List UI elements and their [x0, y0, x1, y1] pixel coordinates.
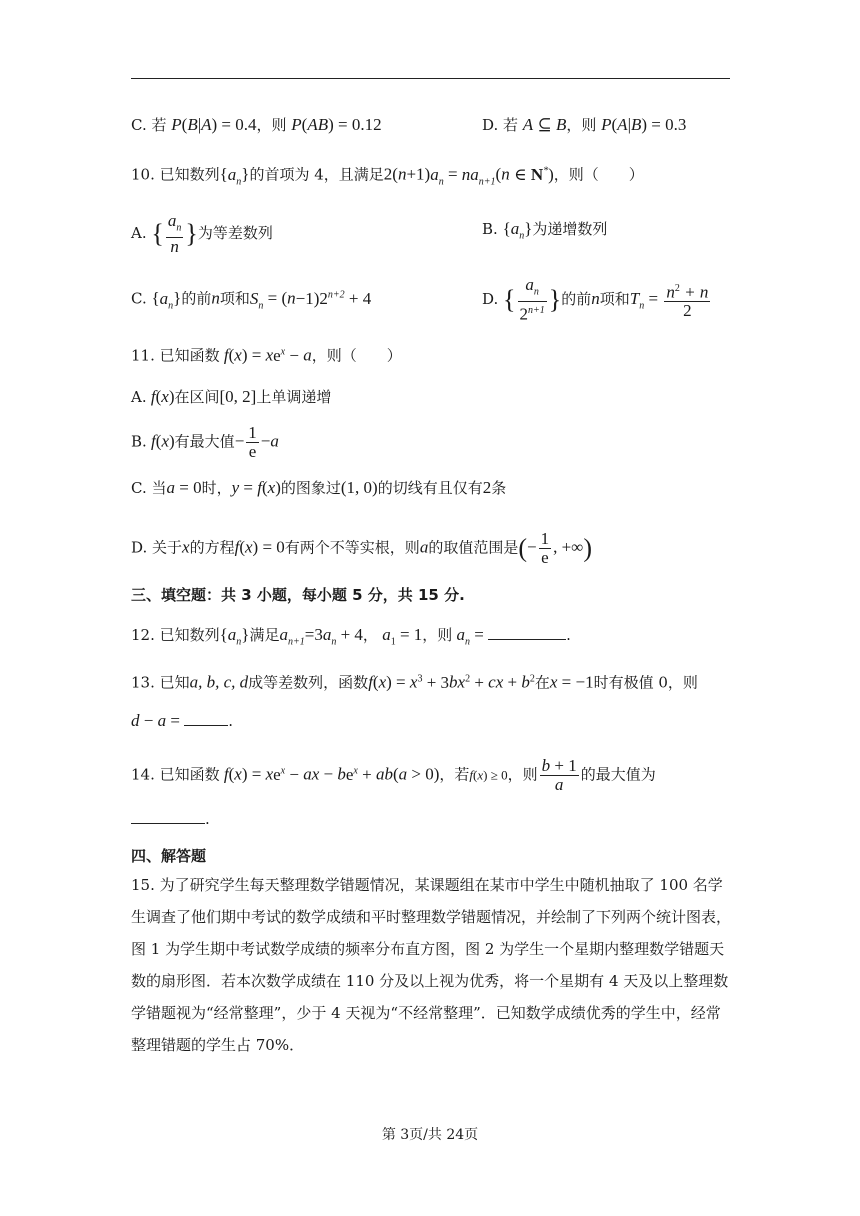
- q10-option-b: B. $\{a_n\}$为递增数列: [482, 219, 608, 242]
- q10-option-d: D. { $\frac{a_n}{2^{n+1}}$ }的前n项和$T_n$ = $\frac{n^2 + n}{2}$: [482, 275, 709, 325]
- q10-stem: 10. 已知数列$\{a_n\}$的首项为 4，且满足$2(n+1)a_n = na_{n+1}(n$ ∈ N*)，则（ ）: [131, 164, 644, 188]
- q14-answer-blank: .: [131, 807, 210, 830]
- q10-option-a: A. { $\frac{a_n}{n}$ }为等差数列: [131, 211, 273, 257]
- q9-option-d: D. 若 A ⊆ B，则 P(A|B) = 0.3: [482, 115, 687, 134]
- header-rule: [131, 78, 730, 79]
- section-4-heading: 四、解答题: [131, 847, 207, 865]
- q13-line2: d − a = .: [131, 711, 233, 730]
- section-3-heading: 三、填空题：共 3 小题，每小题 5 分，共 15 分.: [131, 586, 465, 604]
- page-footer: 第 3页/共 24页: [381, 1127, 479, 1143]
- q15-paragraph: 15. 为了研究学生每天整理数学错题情况，某课题组在某市中学生中随机抽取了 100 名学生调查了他们期中考试的数学成绩和平时整理数学错题情况，并绘制了下列两个统计图表，图 1 为学生期中考试数学成绩的频率分布直方图，图 2 为学生一个星期内整理数学错题天数的扇形图．若本次数学成绩在 110 分及以上视为优秀，将一个星期有 4 天及以上整理数学错题视为“经常整理”，少于 4 天视为“不经常整理”．已知数学成绩优秀的学生中，经常整理错题的学生占 70%．: [131, 876, 732, 1054]
- q11-option-b: B. f(x)有最大值− $\frac{1}{e}$ −a: [131, 423, 279, 461]
- q11-option-a: A. f(x)在区间[0, 2]上单调递增: [131, 387, 332, 406]
- q11-option-d: D. 关于x的方程f(x) = 0有两个不等实根，则a的取值范围是(− $\frac{1}{e}$ , +∞): [131, 529, 592, 567]
- q9-option-c: C. 若 P(B|A) = 0.4，则 P(AB) = 0.12: [131, 115, 382, 134]
- q11-stem: 11. 已知函数 $f(x) = xe^x - a$，则（ ）: [131, 345, 402, 365]
- q12: 12. 已知数列$\{a_n\}$满足$a_{n+1}=3a_n + 4$， $a_1 = 1$，则 $a_n$ = .: [131, 625, 571, 648]
- q10-option-c: C. $\{a_n\}$的前n项和$S_n = (n-1)2^{n+2} + 4$: [131, 288, 372, 312]
- q11-option-c: C. 当a = 0时，y = f(x)的图象过(1, 0)的切线有且仅有2条: [131, 478, 507, 497]
- q13-line1: 13. 已知a, b, c, d成等差数列，函数$f(x) = x^3 + 3bx^2$ + cx + $b^2$在x = −1时有极值 0，则: [131, 672, 698, 692]
- q14: 14. 已知函数 $f(x) = xe^x$ − ax − $be^x + ab(a > 0)$，若f(x) ≥ 0，则 $\frac{b + 1}{a}$ 的最大值为: [131, 756, 656, 794]
